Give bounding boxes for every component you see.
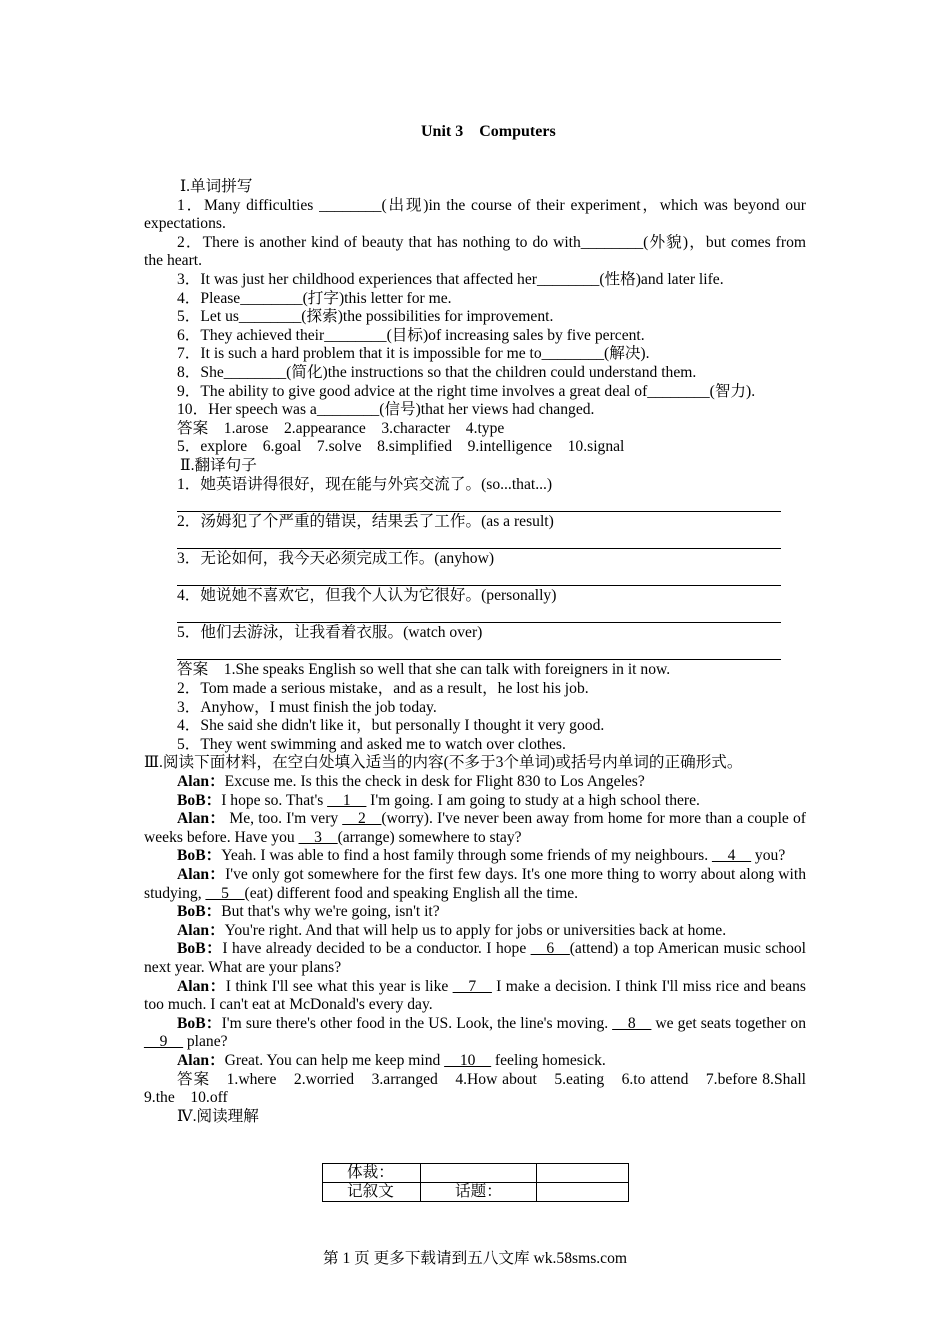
- vocab-item: 1．Many difficulties ________(出现)in the course of their experiment，which was beyond our expectations.: [144, 196, 806, 233]
- translation-answer: 答案 1.She speaks English so well that she can talk with foreigners in it now.: [177, 661, 671, 679]
- translation-answer: 4．She said she didn't like it，but personally I thought it very good.: [177, 717, 605, 735]
- dialog-text: (arrange) somewhere to stay?: [337, 828, 522, 846]
- answer-blank: __4__: [712, 847, 752, 865]
- dialog-text: (worry). I've never been away from home for more than a couple of weeks before. Have you: [144, 810, 806, 846]
- dialog-text: I make a decision. I think I'll miss rice and beans too much. I can't eat at McDonald's every day.: [144, 977, 806, 1014]
- answer-blank: __7__: [452, 977, 492, 995]
- answer-line: [177, 567, 781, 586]
- translation-answer: 3．Anyhow，I must finish the job today.: [177, 698, 437, 716]
- dialog-text: (attend) a top American music school next year. What are your plans?: [144, 940, 806, 976]
- dialog-text: Me, too. I'm very: [225, 810, 343, 828]
- dialog-text: (eat) different food and speaking English all the time.: [244, 884, 579, 902]
- speaker-name: BoB：: [177, 940, 223, 958]
- dialog-text: Yeah. I was able to find a host family through some friends of my neighbours.: [221, 847, 713, 865]
- translation-answer: 5．They went swimming and asked me to watch over clothes.: [177, 735, 566, 753]
- vocab-item: 5．Let us________(探索)the possibilities for improvement.: [177, 308, 554, 326]
- dialog-text: But that's why we're going, isn't it?: [221, 903, 440, 921]
- dialog-line: [144, 922, 806, 941]
- dialog-text: I've only got somewhere for the first few days. It's one more thing to worry about along with studying,: [144, 865, 806, 902]
- dialog-text: I'm sure there's other food in the US. Look, the line's moving.: [221, 1014, 613, 1032]
- answer-blank: __8__: [612, 1014, 652, 1032]
- speaker-name: BoB：: [177, 903, 222, 921]
- dialog-text: you?: [751, 847, 786, 865]
- dialog-text: plane?: [182, 1033, 228, 1051]
- dialog-text: we get seats together on: [651, 1014, 806, 1032]
- dialog-text: Excuse me. Is this the check in desk for Flight 830 to Los Angeles?: [224, 773, 645, 790]
- speaker-name: BoB：: [177, 1014, 222, 1032]
- dialog-text: I'm going. I am going to study at a high school there.: [366, 791, 700, 809]
- answer-line: [177, 642, 781, 661]
- translation-item: 1．她英语讲得很好，现在能与外宾交流了。(so...that...): [177, 475, 553, 493]
- dialog-line: [144, 810, 806, 847]
- answer-blank: __3__: [298, 828, 338, 846]
- vocab-item: 10．Her speech was a________(信号)that her views had changed.: [177, 401, 595, 419]
- vocab-item: 2．There is another kind of beauty that has nothing to do with________(外貌)，but comes from the heart.: [144, 233, 806, 270]
- page-title: Unit 3 Computers: [421, 123, 556, 140]
- translation-item: 5．他们去游泳，让我看着衣服。(watch over): [177, 624, 483, 642]
- document-body: [144, 178, 822, 1126]
- answer-blank: __10__: [444, 1051, 492, 1069]
- translation-answer: 2．Tom made a serious mistake，and as a result，he lost his job.: [177, 680, 589, 698]
- dialog-text: feeling homesick.: [491, 1051, 606, 1069]
- dialog-line: [144, 1052, 806, 1071]
- section-4-heading: Ⅳ.阅读理解: [177, 1107, 259, 1125]
- section-3-answer: 答案 1.where 2.worried 3.arranged 4.How about 5.eating 6.to attend 7.before 8.Shall 9.the 10.off: [144, 1070, 822, 1107]
- translation-item: 3．无论如何，我今天必须完成工作。(anyhow): [177, 549, 495, 567]
- dialog-line: [144, 940, 806, 977]
- vocab-item: 6．They achieved their________(目标)of increasing sales by five percent.: [177, 326, 645, 344]
- dialog-line: [144, 847, 806, 866]
- vocab-item: 8．She________(简化)the instructions so that the children could understand them.: [177, 363, 697, 381]
- speaker-name: Alan：: [177, 977, 226, 995]
- dialog-line: [144, 978, 806, 1015]
- speaker-name: BoB：: [177, 847, 222, 865]
- speaker-name: Alan：: [177, 810, 226, 828]
- dialog-line: [144, 866, 806, 903]
- page-footer: 第 1 页 更多下载请到五八文库 wk.58sms.com: [322, 1250, 628, 1267]
- answer-blank: __1__: [327, 791, 367, 809]
- section-3-heading: Ⅲ.阅读下面材料，在空白处填入适当的内容(不多于3个单词)或括号内单词的正确形式。: [144, 754, 743, 772]
- section-2-heading: Ⅱ.翻译句子: [180, 456, 257, 474]
- section-1-answer: 答案 1.arose 2.appearance 3.character 4.type: [177, 419, 505, 437]
- topic-answer-cell: [537, 1183, 629, 1202]
- translation-item: 4．她说她不喜欢它，但我个人认为它很好。(personally): [177, 587, 557, 605]
- dialog-line: [144, 1015, 806, 1052]
- genre-answer-cell: [421, 1164, 537, 1183]
- section-1-heading: Ⅰ.单词拼写: [180, 178, 253, 195]
- answer-line: [177, 530, 781, 549]
- dialog-text: You're right. And that will help us to apply for jobs or universities back at home.: [224, 921, 727, 939]
- speaker-name: Alan：: [177, 1051, 225, 1069]
- dialog-text: I have already decided to be a conductor. I hope: [222, 940, 531, 958]
- translation-list: [144, 476, 806, 662]
- speaker-name: Alan：: [177, 865, 226, 883]
- vocab-item: 9．The ability to give good advice at the right time involves a great deal of________(智力).: [177, 382, 756, 400]
- dialog-line: [144, 903, 806, 922]
- answer-blank: __5__: [205, 884, 245, 902]
- dialog-text: Great. You can help me keep mind: [224, 1051, 445, 1069]
- speaker-name: BoB：: [177, 791, 222, 809]
- translation-item: 2．汤姆犯了个严重的错误，结果丢了工作。(as a result): [177, 512, 554, 530]
- vocab-item: 4．Please________(打字)this letter for me.: [177, 289, 452, 307]
- dialog-text: I hope so. That's: [221, 791, 328, 809]
- answer-line: [177, 605, 781, 624]
- dialog-text: I think I'll see what this year is like: [225, 977, 453, 995]
- speaker-name: Alan：: [177, 921, 225, 939]
- answer-blank: __9__: [144, 1033, 183, 1051]
- vocab-item: 7．It is such a hard problem that it is impossible for me to________(解决).: [177, 345, 650, 363]
- dialog-line: [144, 792, 806, 811]
- genre-label: 体裁：: [323, 1164, 421, 1183]
- dialog-line: [144, 773, 806, 792]
- empty-cell: [537, 1164, 629, 1183]
- genre-value: 记叙文: [323, 1183, 421, 1202]
- vocab-item: 3．It was just her childhood experiences that affected her________(性格)and later life.: [177, 270, 724, 288]
- translation-answers: [144, 661, 806, 754]
- section-1-answer-cont: 5．explore 6.goal 7.solve 8.simplified 9.intelligence 10.signal: [177, 438, 625, 456]
- answer-blank: __6__: [530, 940, 570, 958]
- vocab-list: [144, 197, 806, 420]
- answer-line: [177, 493, 781, 512]
- topic-label: 话题：: [421, 1183, 537, 1202]
- speaker-name: Alan：: [177, 773, 225, 790]
- reading-table: [322, 1163, 629, 1202]
- answer-blank: __2__: [342, 810, 382, 828]
- dialog: [144, 773, 806, 1071]
